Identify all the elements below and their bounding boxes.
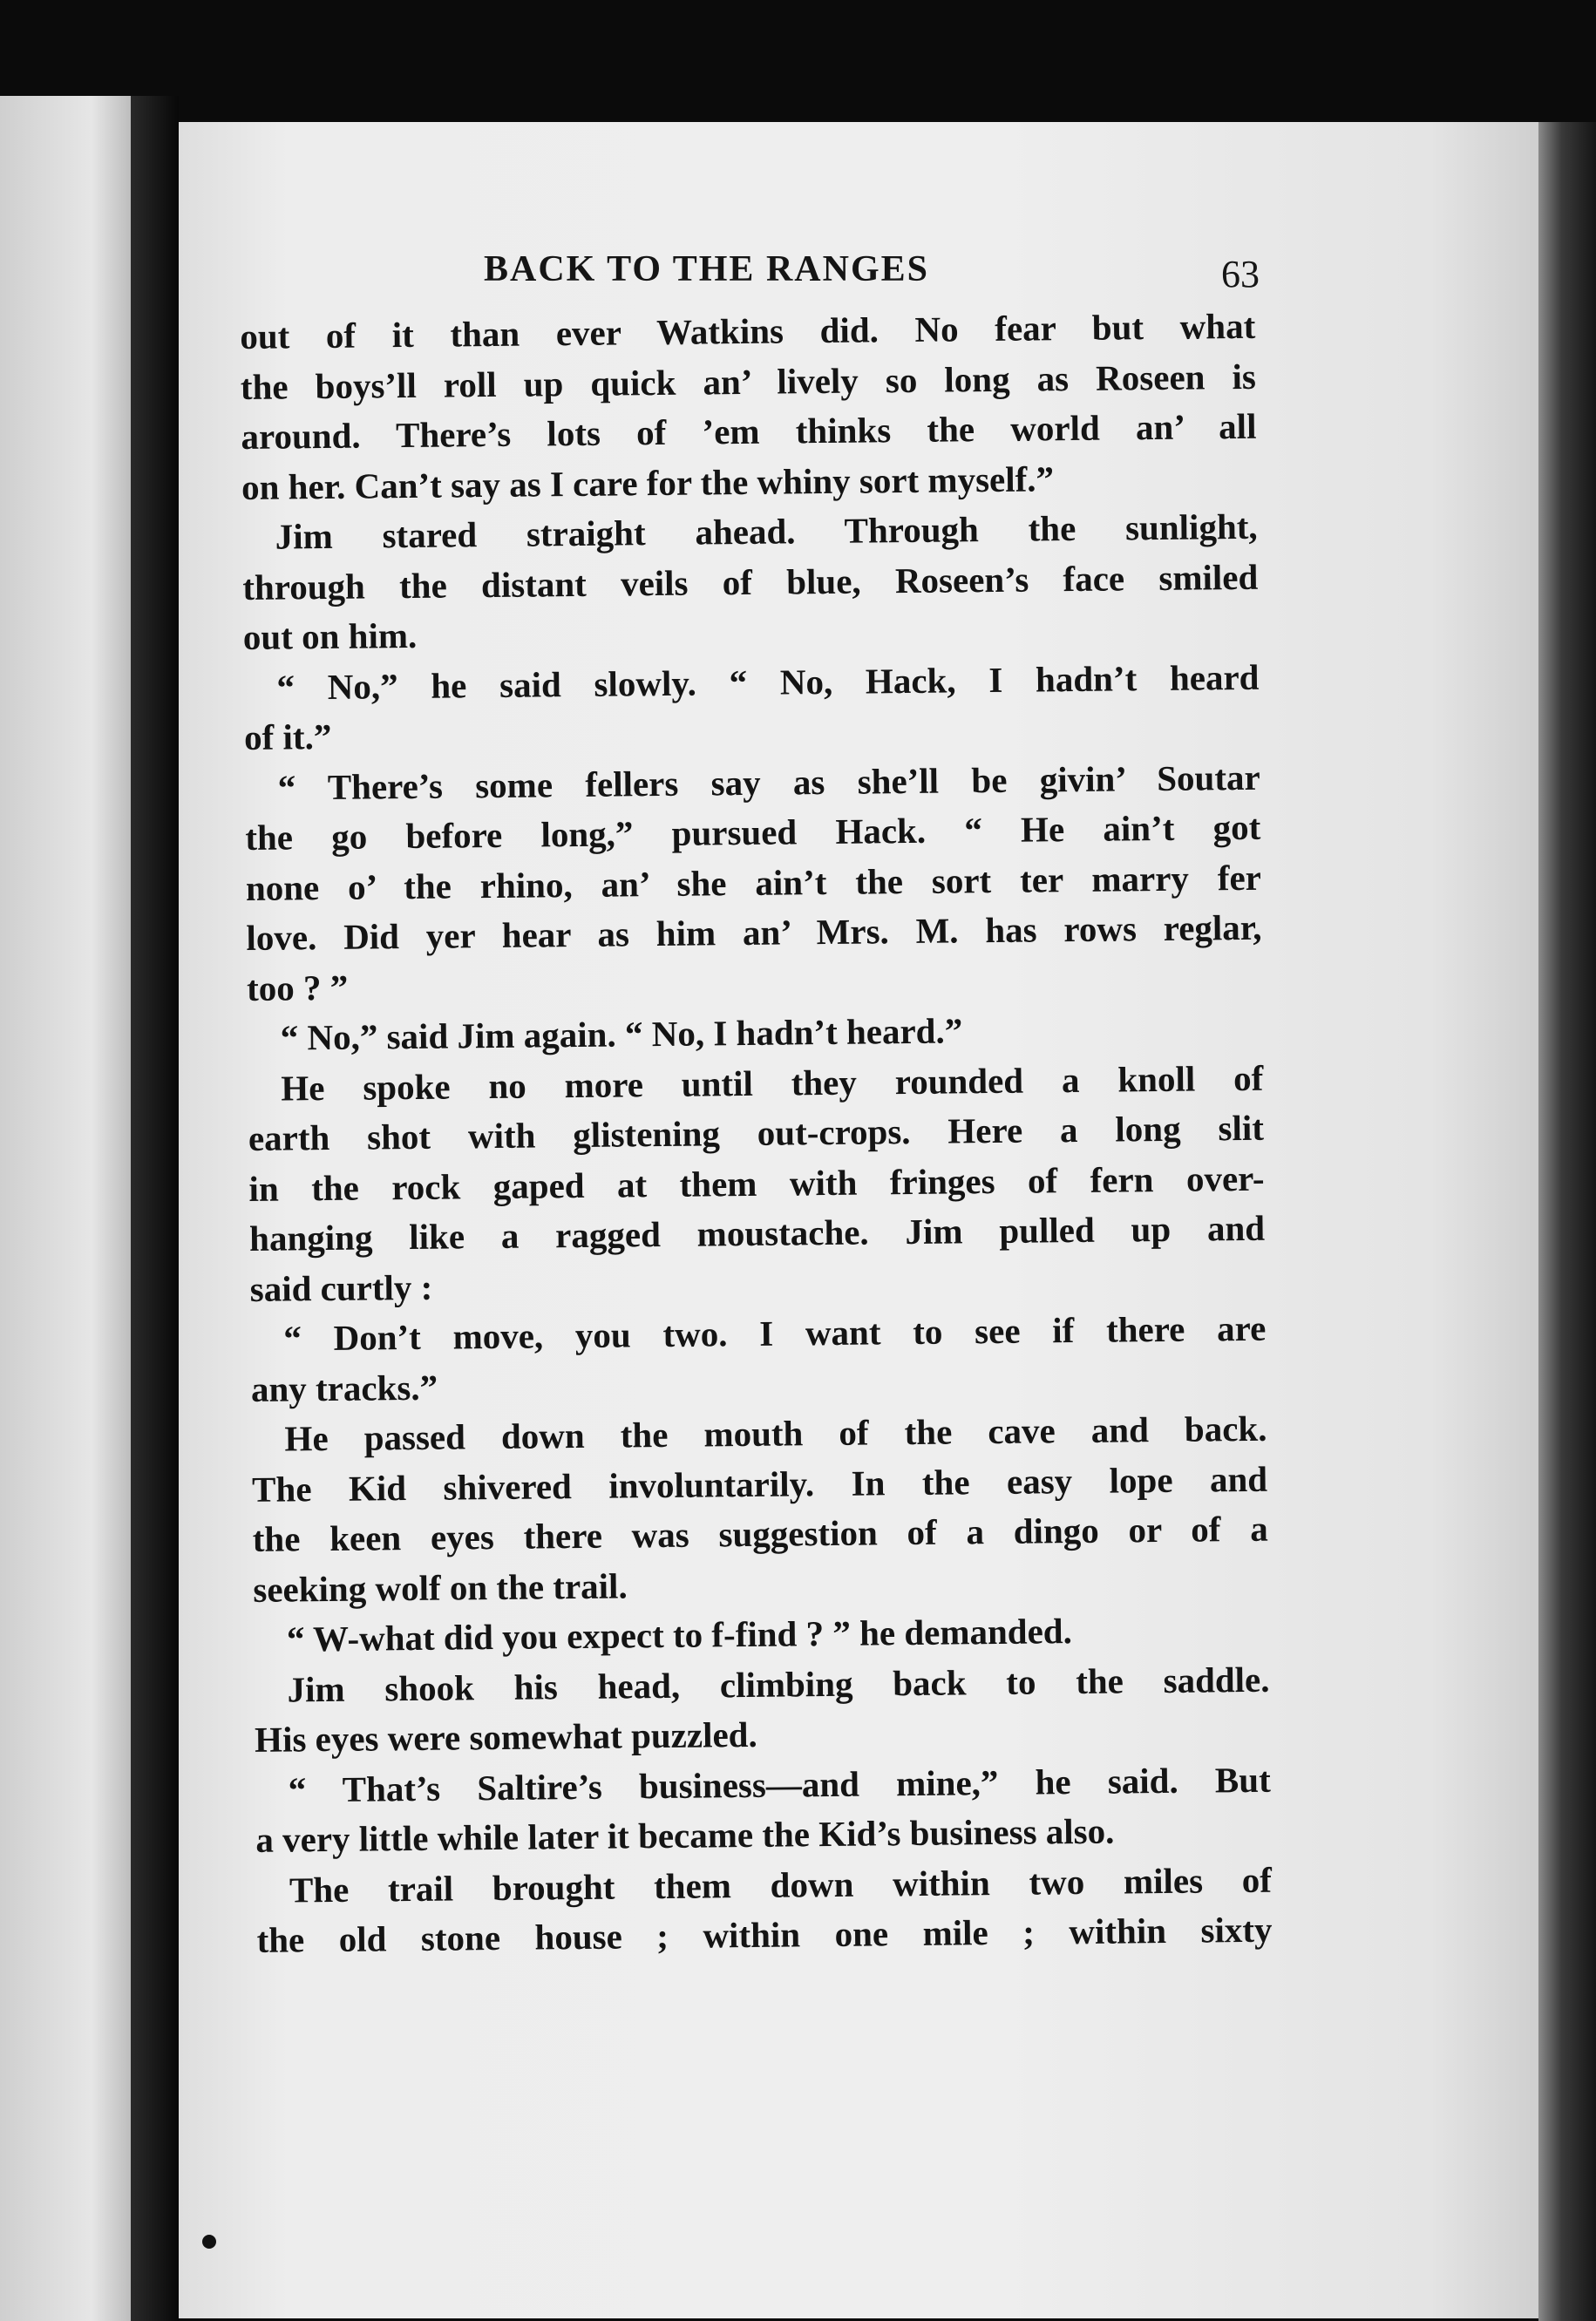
text-line: around. There’s lots of ’em thinks the world an’ all xyxy=(241,405,1257,457)
text-line: the go before long,” pursued Hack. “ He ain’t got xyxy=(245,806,1261,858)
text-line: hanging like a ragged moustache. Jim pulled up and xyxy=(248,1207,1266,1259)
text-line: none o’ the rhino, an’ she ain’t the sort ter marry fer xyxy=(245,857,1262,908)
text-line: seeking wolf on the trail. xyxy=(253,1564,628,1610)
text-line: on her. Can’t say as I care for the whiny sort myself.” xyxy=(241,458,1055,507)
facing-page-edge xyxy=(0,96,131,2321)
text-line: through the distant veils of blue, Roseen’s face smiled xyxy=(242,556,1259,607)
text-line: of it.” xyxy=(243,716,332,757)
text-line: out of it than ever Watkins did. No fear but what xyxy=(240,305,1256,356)
text-line: The Kid shivered involuntarily. In the easy lope and xyxy=(251,1458,1268,1510)
text-line: “ There’s some fellers say as she’ll be givin’ Soutar xyxy=(277,757,1260,808)
text-line: any tracks.” xyxy=(250,1367,438,1409)
text-line: the old stone house ; within one mile ; within sixty xyxy=(256,1909,1273,1960)
page-number: 63 xyxy=(1221,253,1260,295)
scan-speck xyxy=(202,2235,216,2249)
text-line: out on him. xyxy=(242,614,418,657)
text-line: too ? ” xyxy=(246,967,349,1008)
text-line: He spoke no more until they rounded a knoll of xyxy=(281,1057,1264,1109)
text-line: “ W-what did you expect to f-find ? ” he demanded. xyxy=(286,1611,1073,1659)
text-line: in the rock gaped at them with fringes of fern over- xyxy=(248,1157,1265,1209)
text-line: said curtly : xyxy=(249,1266,433,1309)
text-line: love. Did yer hear as him an’ Mrs. M. has rows reglar, xyxy=(246,906,1262,958)
text-line: “ That’s Saltire’s business—and mine,” he said. But xyxy=(288,1759,1271,1810)
text-line: “ No,” said Jim again. “ No, I hadn’t heard.” xyxy=(280,1010,963,1058)
page-header xyxy=(440,248,1260,301)
text-line: the boys’ll roll up quick an’ lively so long as Roseen is xyxy=(240,356,1257,407)
text-line: the keen eyes there was suggestion of a dingo or of a xyxy=(252,1508,1268,1559)
page-fore-edge xyxy=(1538,122,1596,2321)
text-line: “ Don’t move, you two. I want to see if there are xyxy=(283,1307,1267,1359)
text-line: earth shot with glistening out-crops. Here a long slit xyxy=(248,1107,1265,1158)
text-line: Jim shook his head, climbing back to the saddle. xyxy=(287,1659,1270,1710)
text-line: His eyes were somewhat puzzled. xyxy=(254,1714,757,1760)
text-line: He passed down the mouth of the cave and back. xyxy=(284,1408,1267,1459)
text-line: Jim stared straight ahead. Through the sunlight, xyxy=(275,506,1258,557)
text-line: “ No,” he said slowly. “ No, Hack, I hadn’t heard xyxy=(276,656,1260,708)
text-line: The trail brought them down within two miles of xyxy=(289,1859,1273,1910)
body-text xyxy=(240,302,1273,1966)
book-gutter xyxy=(131,96,179,2321)
text-line: a very little while later it became the Kid’s business also. xyxy=(255,1810,1115,1860)
running-head: BACK TO THE RANGES xyxy=(484,249,929,289)
